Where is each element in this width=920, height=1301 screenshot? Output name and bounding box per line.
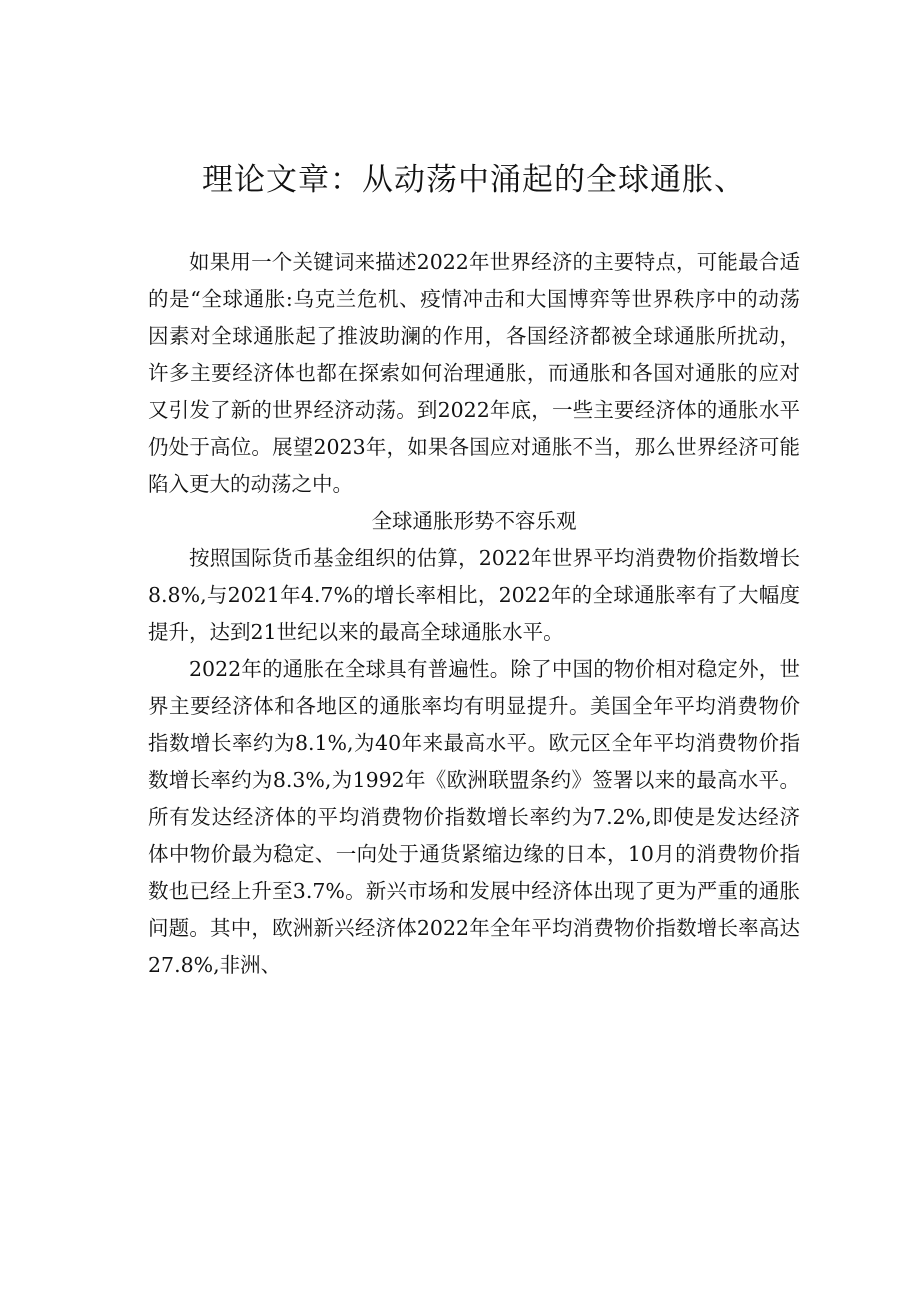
section-heading: 全球通胀形势不容乐观 [371,509,577,533]
section-paragraph-1: 按照国际货币基金组织的估算，2022年世界平均消费物价指数增长8.8%,与2021年4.7%的增长率相比，2022年的全球通胀率有了大幅度提升，达到21世纪以来的最高全球通胀水平。 [148,546,800,644]
intro-paragraph: 如果用一个关键词来描述2022年世界经济的主要特点，可能最合适的是“全球通胀:乌克兰危机、疫情冲击和大国博弈等世界秩序中的动荡因素对全球通胀起了推波助澜的作用，各国经济都被全球通胀所扰动，许多主要经济体也都在探索如何治理通胀，而通胀和各国对通胀的应对又引发了新的世界经济动荡。到2022年底，一些主要经济体的通胀水平仍处于高位。展望2023年，如果各国应对通胀不当，那么世界经济可能陷入更大的动荡之中。 [148,250,800,496]
document-title: 理论文章：从动荡中涌起的全球通胀、 [202,162,746,198]
document-page [148,150,800,984]
section-paragraph-2: 2022年的通胀在全球具有普遍性。除了中国的物价相对稳定外，世界主要经济体和各地区的通胀率均有明显提升。美国全年平均消费物价指数增长率约为8.1%,为40年来最高水平。欧元区全年平均消费物价指数增长率约为8.3%,为1992年《欧洲联盟条约》签署以来的最高水平。所有发达经济体的平均消费物价指数增长率约为7.2%,即使是发达经济体中物价最为稳定、一向处于通货紧缩边缘的日本，10月的消费物价指数也已经上升至3.7%。新兴市场和发展中经济体出现了更为严重的通胀问题。其中，欧洲新兴经济体2022年全年平均消费物价指数增长率高达27.8%,非洲、 [148,657,800,977]
document-body [148,244,800,984]
